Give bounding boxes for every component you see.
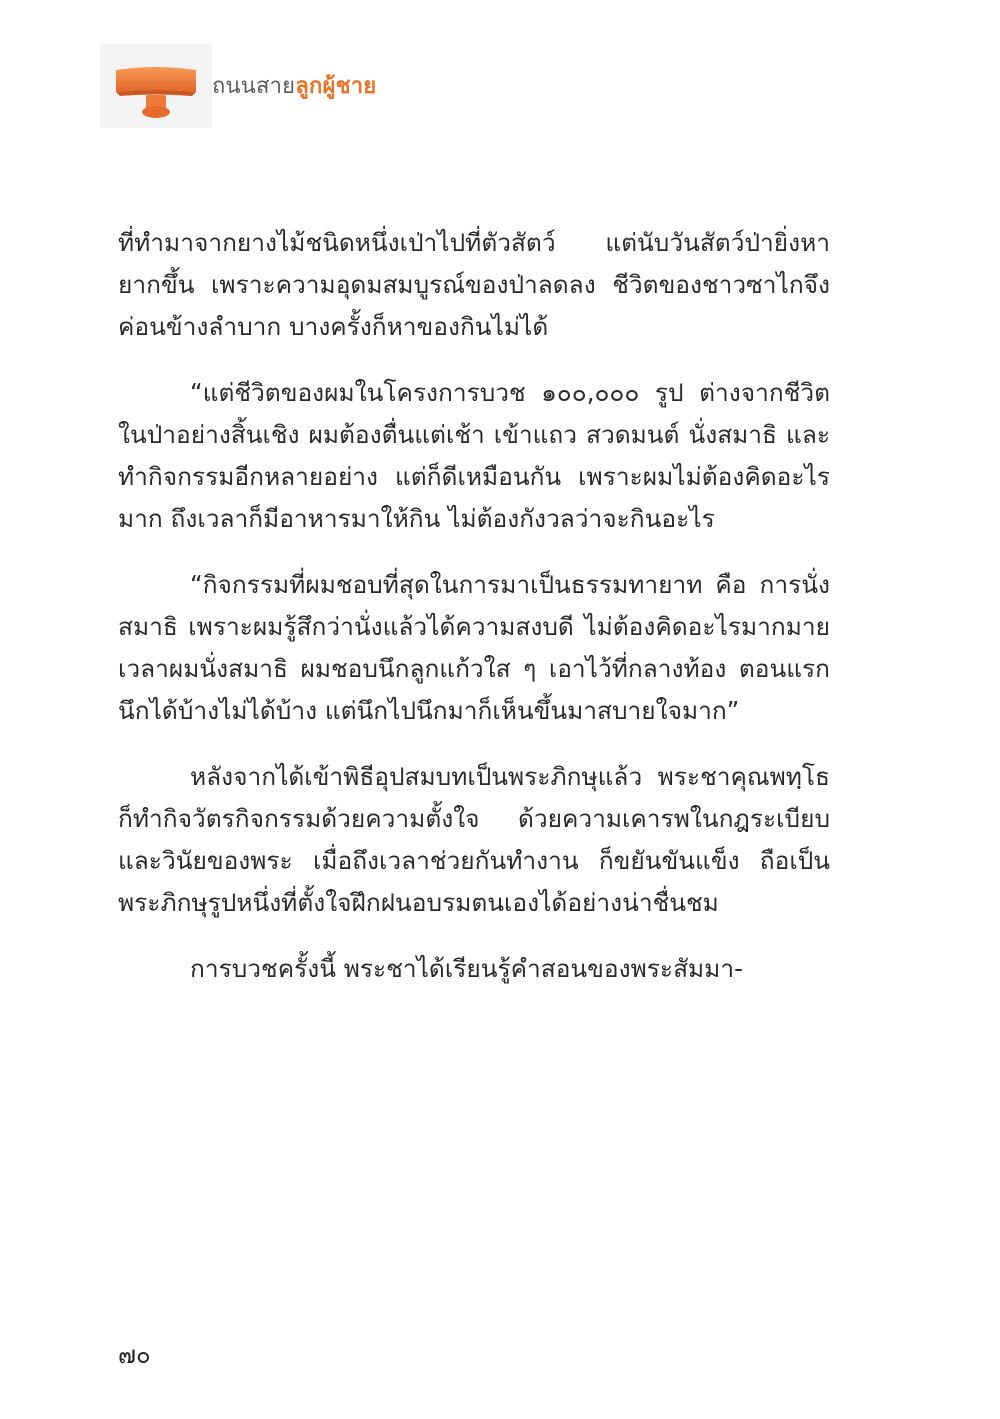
paragraph-continuation: ที่ทำมาจากยางไม้ชนิดหนึ่งเป่าไปที่ตัวสัตว์ แต่นับวันสัตว์ป่ายิ่งหายากขึ้น เพราะความอุดมสมบูรณ์ของป่าลดลง ชีวิตของชาวซาไกจึงค่อนข้างลำบาก บางครั้งก็หาของกินไม่ได้ — [118, 228, 830, 341]
running-header — [100, 44, 420, 128]
running-title-part1: ถนนสาย — [212, 74, 296, 99]
running-title-part2: ลูกผู้ชาย — [295, 74, 377, 99]
paragraph-teaching: การบวชครั้งนี้ พระชาได้เรียนรู้คำสอนของพระสัมมา- — [190, 954, 743, 983]
page-number: ๗๐ — [118, 1341, 151, 1369]
paragraph-ordination: หลังจากได้เข้าพิธีอุปสมบทเป็นพระภิกษุแล้ว พระชาคุณพทฺโธ ก็ทำกิจวัตรกิจกรรมด้วยความตั้งใจ ด้วยความเคารพในกฎระเบียบ และวินัยของพระ เมื่อถึงเวลาช่วยกันทำงาน ก็ขยันขันแข็ง ถือเป็นพระภิกษุรูปหนึ่งที่ตั้งใจฝึกฝนอบรมตนเองได้อย่างน่าชื่นชม — [118, 762, 830, 917]
running-title — [212, 72, 376, 102]
page-body — [118, 222, 830, 1014]
header-logo — [100, 44, 212, 128]
orange-book-stand-icon — [112, 64, 200, 124]
paragraph-quote-2: “กิจกรรมที่ผมชอบที่สุดในการมาเป็นธรรมทายาท คือ การนั่งสมาธิ เพราะผมรู้สึกว่านั่งแล้วได้ความสงบดี ไม่ต้องคิดอะไรมากมาย เวลาผมนั่งสมาธิ ผมชอบนึกลูกแก้วใส ๆ เอาไว้ที่กลางท้อง ตอนแรกนึกได้บ้างไม่ได้บ้าง แต่นึกไปนึกมาก็เห็นขึ้นมาสบายใจมาก” — [118, 570, 830, 725]
paragraph-quote-1: “แต่ชีวิตของผมในโครงการบวช ๑๐๐,๐๐๐ รูป ต่างจากชีวิตในป่าอย่างสิ้นเชิง ผมต้องตื่นแต่เช้า เข้าแถว สวดมนต์ นั่งสมาธิ และทำกิจกรรมอีกหลายอย่าง แต่ก็ดีเหมือนกัน เพราะผมไม่ต้องคิดอะไรมาก ถึงเวลาก็มีอาหารมาให้กิน ไม่ต้องกังวลว่าจะกินอะไร — [118, 378, 830, 533]
